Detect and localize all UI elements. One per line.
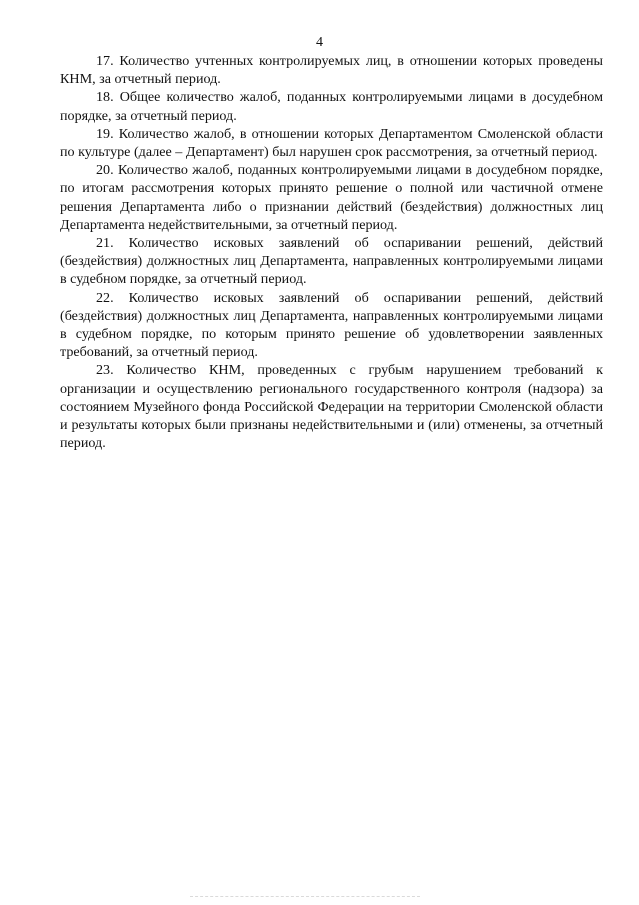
document-body — [60, 52, 603, 452]
list-item-23: 23. Количество КНМ, проведенных с грубым нарушением требований к организации и осуществлению регионального государственного контроля (надзора) за состоянием Музейного фонда Российской Федерации на территории Смоленской области и результаты которых были признаны недействительными и (или) отменены, за отчетный период. — [60, 362, 603, 452]
list-item-17: 17. Количество учтенных контролируемых лиц, в отношении которых проведены КНМ, за отчетный период. — [60, 53, 603, 88]
list-item-22: 22. Количество исковых заявлений об оспаривании решений, действий (бездействия) должностных лиц Департамента, направленных контролируемыми лицами в судебном порядке, по которым принято решение об удовлетворении заявленных требований, за отчетный период. — [60, 289, 603, 361]
list-item-20: 20. Количество жалоб, поданных контролируемыми лицами в досудебном порядке, по итогам рассмотрения которых принято решение о полной или частичной отмене решения Департамента либо о признании действий (бездействия) должностных лиц Департамента недействительными, за отчетный период. — [60, 162, 603, 233]
list-item-18: 18. Общее количество жалоб, поданных контролируемыми лицами в досудебном порядке, за отчетный период. — [60, 89, 603, 124]
list-item-19: 19. Количество жалоб, в отношении которых Департаментом Смоленской области по культуре (далее – Департамент) был нарушен срок рассмотрения, за отчетный период. — [60, 125, 603, 161]
list-item-21: 21. Количество исковых заявлений об оспаривании решений, действий (бездействия) должностных лиц Департамента, направленных контролируемыми лицами в судебном порядке, за отчетный период. — [60, 235, 603, 288]
scan-artifact-line — [190, 896, 420, 900]
page-number: 4 — [316, 35, 323, 50]
